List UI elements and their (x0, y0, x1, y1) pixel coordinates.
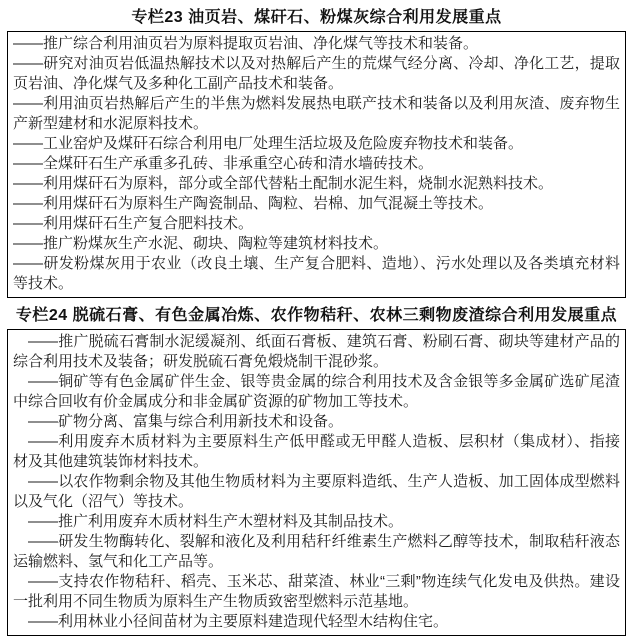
panel-24-paragraph: ——研发生物酶转化、裂解和液化及利用秸秆纤维素生产燃料乙醇等技术，制取秸秆液态运输燃料、氢气和化工产品等。 (13, 533, 620, 570)
panel-23-paragraph: ——工业窑炉及煤矸石综合利用电厂处理生活垃圾及危险废弃物技术和装备。 (13, 135, 524, 152)
panel-23-paragraph: ——利用煤矸石为原料，部分或全部代替粘土配制水泥生料，烧制水泥熟料技术。 (13, 175, 554, 192)
panel-24-paragraph: ——利用废弃木质材料为主要原料生产低甲醛或无甲醛人造板、层积材（集成材）、指接材及其他建筑装饰材料技术。 (13, 433, 620, 470)
section-gap (7, 298, 626, 304)
panel-24-title: 专栏24 脱硫石膏、有色金属冶炼、农作物秸秆、农林三剩物废渣综合利用发展重点 (15, 307, 618, 324)
panel-24-paragraph: ——推广脱硫石膏制水泥缓凝剂、纸面石膏板、建筑石膏、粉刷石膏、砌块等建材产品的综合利用技术及装备；研发脱硫石膏免煅烧制干混砂浆。 (13, 333, 620, 370)
panel-23-box (7, 31, 626, 298)
panel-23-paragraph: ——推广综合利用油页岩为原料提取页岩油、净化煤气等技术和装备。 (13, 35, 479, 52)
panel-23-section (7, 8, 626, 298)
panel-23-paragraph: ——研究对油页岩低温热解技术以及对热解后产生的荒煤气经分离、冷却、净化工艺，提取页岩油、净化煤气及多种化工副产品技术和装备。 (13, 55, 620, 92)
panel-23-paragraph: ——利用煤矸石生产复合肥料技术。 (13, 215, 254, 232)
panel-23-paragraph: ——利用煤矸石为原料生产陶瓷制品、陶粒、岩棉、加气混凝土等技术。 (13, 195, 494, 212)
panel-24-paragraph: ——铜矿等有色金属矿伴生金、银等贵金属的综合利用技术及含金银等多金属矿选矿尾渣中综合回收有价金属成分和非金属矿资源的矿物加工等技术。 (13, 373, 620, 410)
panel-24-paragraph: ——利用林业小径间苗材为主要原料建造现代轻型木结构住宅。 (28, 613, 449, 630)
panel-24-paragraph: ——矿物分离、富集与综合利用新技术和设备。 (28, 413, 344, 430)
panel-23-paragraph: ——全煤矸石生产承重多孔砖、非承重空心砖和清水墙砖技术。 (13, 155, 434, 172)
panel-24-paragraph: ——以农作物剩余物及其他生物质材料为主要原料造纸、生产人造板、加工固体成型燃料以及气化（沼气）等技术。 (13, 473, 620, 510)
panel-23-paragraph: ——研发粉煤灰用于农业（改良土壤、生产复合肥料、造地）、污水处理以及各类填充材料等技术。 (13, 255, 620, 292)
panel-24-paragraph: ——推广利用废弃木质材料生产木塑材料及其制品技术。 (28, 513, 404, 530)
panel-24-paragraph: ——支持农作物秸秆、稻壳、玉米芯、甜菜渣、林业“三剩”物连续气化发电及供热。建设一批利用不同生物质为原料生产生物质致密型燃料示范基地。 (13, 573, 620, 610)
panel-23-paragraph: ——推广粉煤灰生产水泥、砌块、陶粒等建筑材料技术。 (13, 235, 389, 252)
panel-23-title: 专栏23 油页岩、煤矸石、粉煤灰综合利用发展重点 (131, 9, 502, 26)
panel-24-section (7, 306, 626, 636)
panel-23-paragraph: ——利用油页岩热解后产生的半焦为燃料发展热电联产技术和装备以及利用灰渣、废弃物生产新型建材和水泥原料技术。 (13, 95, 620, 132)
panel-24-box (7, 329, 626, 636)
